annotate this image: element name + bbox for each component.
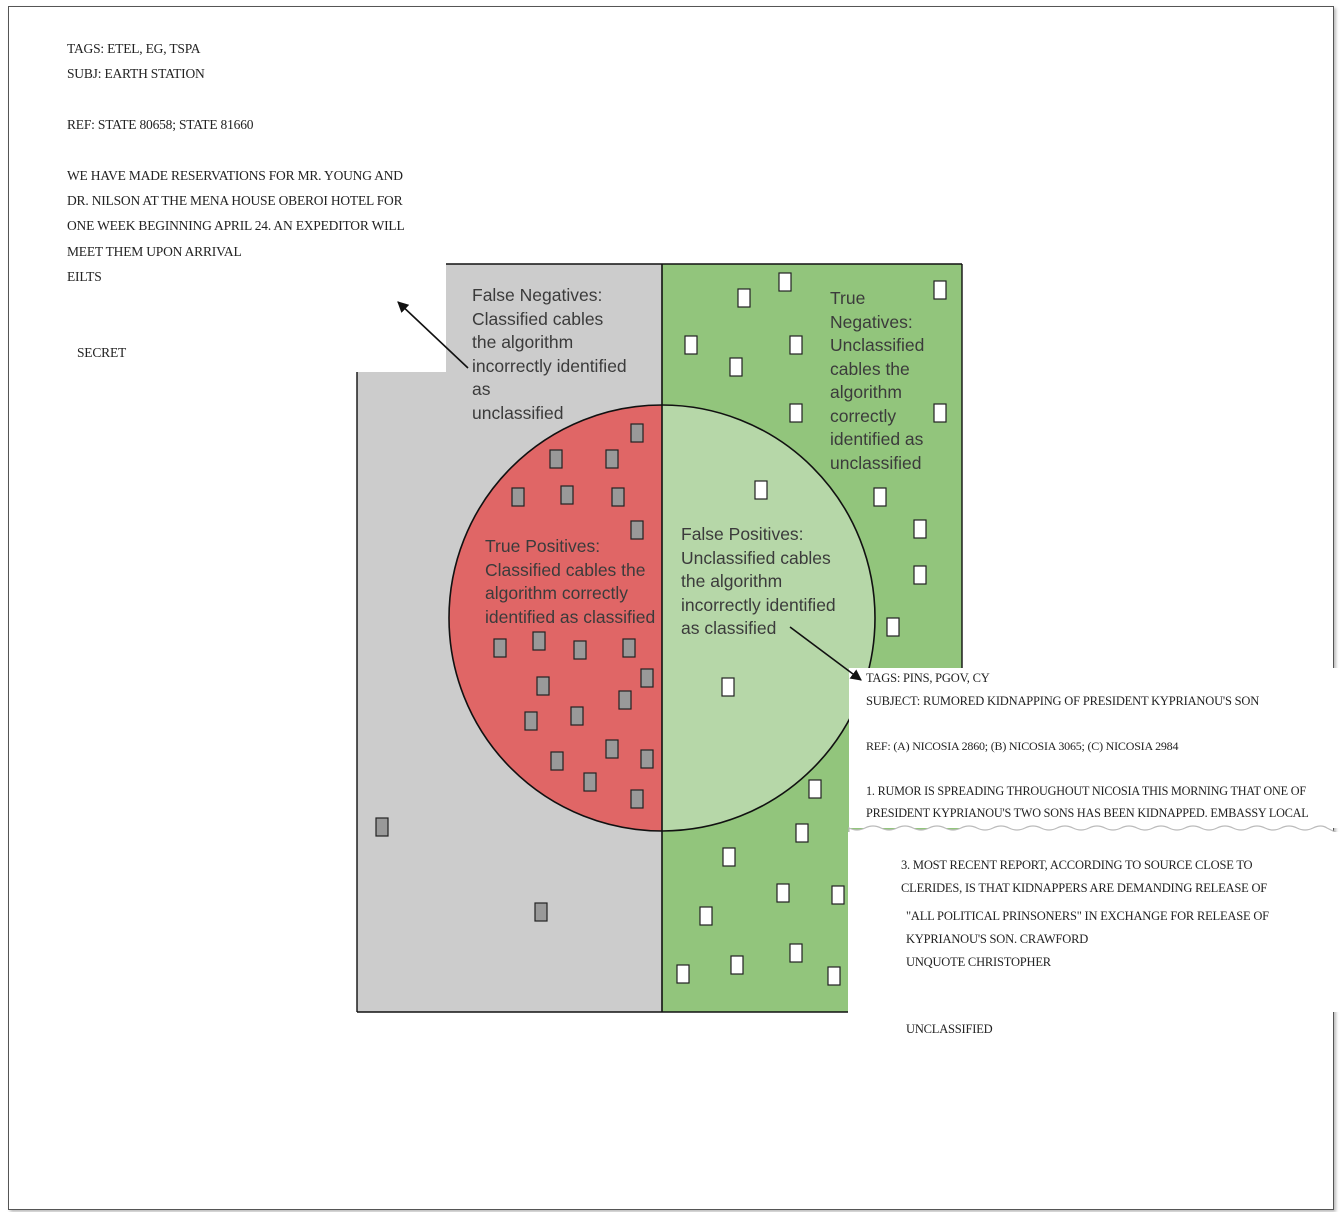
document-icon [790,944,802,962]
cable-para-line: PRESIDENT KYPRIANOU'S TWO SONS HAS BEEN KIDNAPPED. EMBASSY LOCAL [866,806,1309,820]
document-icon [723,848,735,866]
cable-body-line: ONE WEEK BEGINNING APRIL 24. AN EXPEDITOR WILL [67,218,405,233]
document-icon [512,488,524,506]
label-line: as classified [681,618,777,638]
document-icon [606,740,618,758]
document-icon [641,750,653,768]
cable-ref: REF: (A) NICOSIA 2860; (B) NICOSIA 3065; (C) NICOSIA 2984 [866,739,1179,753]
classification-marking-secret: SECRET [77,345,127,360]
true-negatives-label [830,287,924,475]
label-line: True [830,288,866,308]
cable-signature: EILTS [67,269,102,284]
label-line: the algorithm [472,332,574,352]
document-icon [631,424,643,442]
document-icon [738,289,750,307]
document-icon [914,566,926,584]
cable-para-line: UNQUOTE CHRISTOPHER [906,955,1051,969]
document-icon [685,336,697,354]
document-icon [700,907,712,925]
document-icon [494,639,506,657]
document-icon [722,678,734,696]
document-icon [631,790,643,808]
document-icon [606,450,618,468]
document-icon [755,481,767,499]
label-line: cables the [830,358,910,379]
cable-ref: REF: STATE 80658; STATE 81660 [67,117,254,132]
document-icon [828,967,840,985]
document-icon [533,632,545,650]
cable-para-line: 1. RUMOR IS SPREADING THROUGHOUT NICOSIA THIS MORNING THAT ONE OF [866,784,1306,798]
document-icon [790,404,802,422]
document-icon [677,965,689,983]
document-icon [537,677,549,695]
label-line: Unclassified cables [681,547,831,568]
cable-para-line: KYPRIANOU'S SON. CRAWFORD [906,932,1089,946]
document-icon [731,956,743,974]
label-line: algorithm correctly [485,583,628,603]
document-icon [934,281,946,299]
true-positives-label [485,535,655,629]
document-icon [796,824,808,842]
document-icon [779,273,791,291]
label-line: incorrectly identified [472,355,627,376]
document-icon [571,707,583,725]
label-line: as [472,379,491,399]
label-line: False Negatives: [472,285,603,305]
document-icon [809,780,821,798]
document-icon [790,336,802,354]
document-icon [914,520,926,538]
cable-para-line: 3. MOST RECENT REPORT, ACCORDING TO SOURCE CLOSE TO [901,858,1253,872]
cable-body-line: WE HAVE MADE RESERVATIONS FOR MR. YOUNG AND [67,168,403,183]
cable-tags: TAGS: ETEL, EG, TSPA [67,41,201,56]
cable-para-line: CLERIDES, IS THAT KIDNAPPERS ARE DEMANDING RELEASE OF [901,881,1268,895]
document-icon [887,618,899,636]
document-icon [832,886,844,904]
document-icon [619,691,631,709]
document-icon [612,488,624,506]
false-negatives-label [472,284,627,425]
document-icon [777,884,789,902]
label-line: Unclassified [830,335,925,355]
document-icon [623,639,635,657]
label-line: Classified cables [472,308,604,329]
label-line: unclassified [830,452,922,473]
document-icon [551,752,563,770]
label-line: algorithm [830,382,902,402]
label-line: incorrectly identified [681,594,836,615]
cable-body-line: DR. NILSON AT THE MENA HOUSE OBEROI HOTEL FOR [67,193,403,208]
label-line: unclassified [472,402,564,423]
label-line: Negatives: [830,311,913,332]
document-icon [874,488,886,506]
secret-cable-overlay [340,250,446,372]
document-icon [535,903,547,921]
label-line: identified as classified [485,606,656,627]
document-icon [730,358,742,376]
label-line: True Positives: [485,536,601,556]
label-line: Classified cables the [485,559,646,580]
document-icon [376,818,388,836]
cable-tags: TAGS: PINS, PGOV, CY [866,671,990,685]
cable-subject: SUBJECT: RUMORED KIDNAPPING OF PRESIDENT KYPRIANOU'S SON [866,694,1260,708]
cable-body-line: MEET THEM UPON ARRIVAL [67,244,242,259]
document-icon [641,669,653,687]
document-icon [561,486,573,504]
document-icon [584,773,596,791]
cable-para-line: "ALL POLITICAL PRINSONERS" IN EXCHANGE FOR RELEASE OF [906,909,1269,923]
false-positives-label [681,523,836,641]
label-line: identified as [830,429,924,449]
document-icon [574,641,586,659]
document-icon [550,450,562,468]
classification-marking-unclassified: UNCLASSIFIED [906,1022,993,1036]
document-icon [525,712,537,730]
document-icon [934,404,946,422]
label-line: the algorithm [681,571,783,591]
label-line: correctly [830,405,897,426]
label-line: False Positives: [681,524,804,544]
cable-subject: SUBJ: EARTH STATION [67,66,205,81]
